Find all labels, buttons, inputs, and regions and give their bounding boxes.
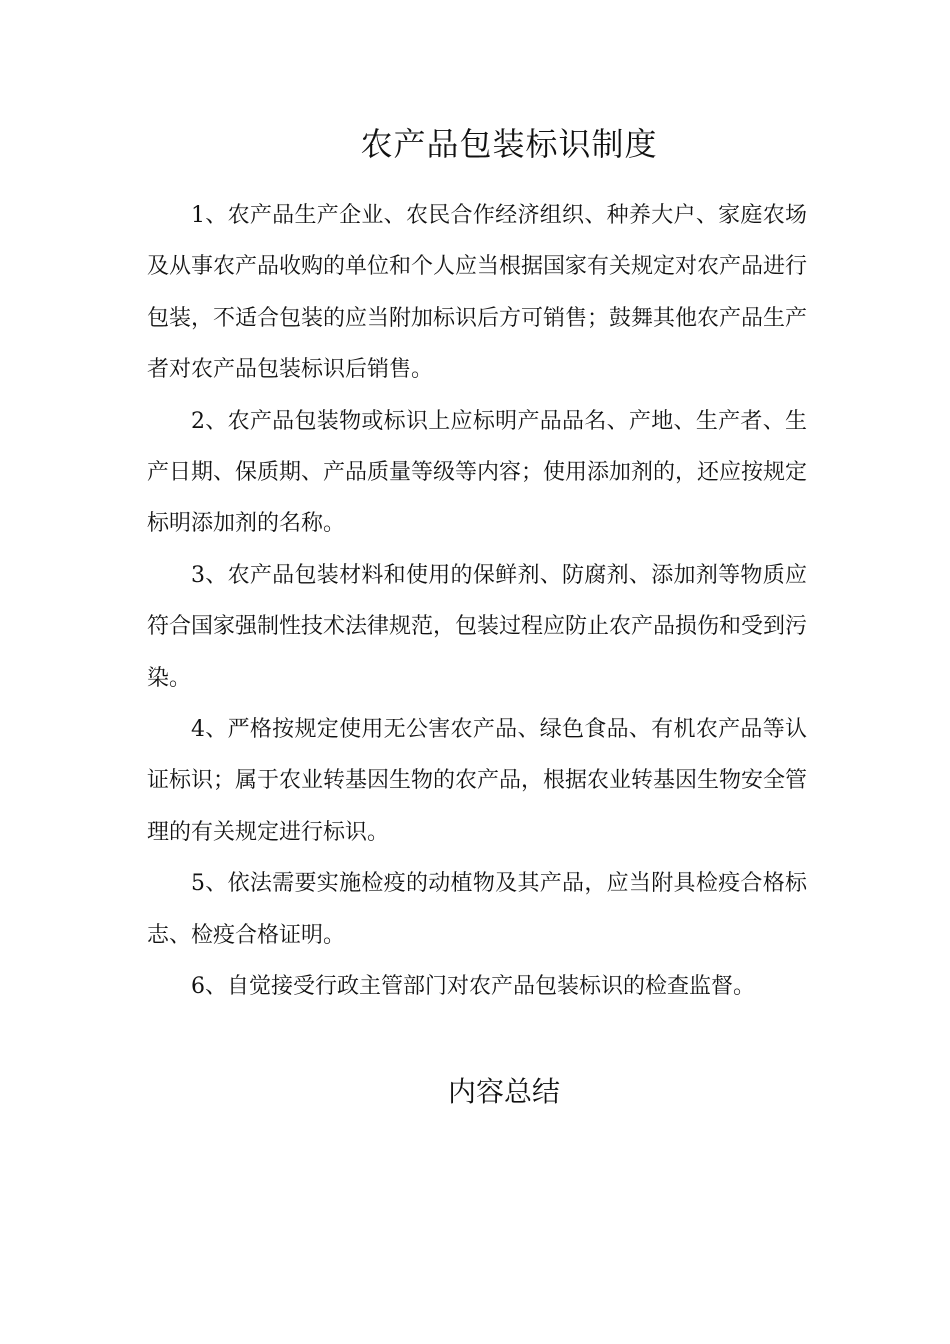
paragraph-5: 5、依法需要实施检疫的动植物及其产品，应当附具检疫合格标志、检疫合格证明。 xyxy=(147,871,807,948)
paragraph-6: 6、自觉接受行政主管部门对农产品包装标识的检查监督。 xyxy=(191,974,755,1000)
paragraph-2: 2、农产品包装物或标识上应标明产品品名、产地、生产者、生产日期、保质期、产品质量等级等内容；使用添加剂的，还应按规定标明添加剂的名称。 xyxy=(147,408,808,537)
document-title: 农产品包装标识制度 xyxy=(360,125,658,163)
paragraph-4: 4、严格按规定使用无公害农产品、绿色食品、有机农产品等认证标识；属于农业转基因生物的农产品，根据农业转基因生物安全管理的有关规定进行标识。 xyxy=(147,717,808,845)
summary-heading: 内容总结 xyxy=(447,1075,560,1108)
paragraph-3: 3、农产品包装材料和使用的保鲜剂、防腐剂、添加剂等物质应符合国家强制性技术法律规范，包装过程应防止农产品损伤和受到污染。 xyxy=(147,562,808,691)
paragraph-1: 1、农产品生产企业、农民合作经济组织、种养大户、家庭农场及从事农产品收购的单位和个人应当根据国家有关规定对农产品进行包装，不适合包装的应当附加标识后方可销售；鼓舞其他农产品生产者对农产品包装标识后销售。 xyxy=(147,203,808,383)
document-body xyxy=(147,190,807,1013)
